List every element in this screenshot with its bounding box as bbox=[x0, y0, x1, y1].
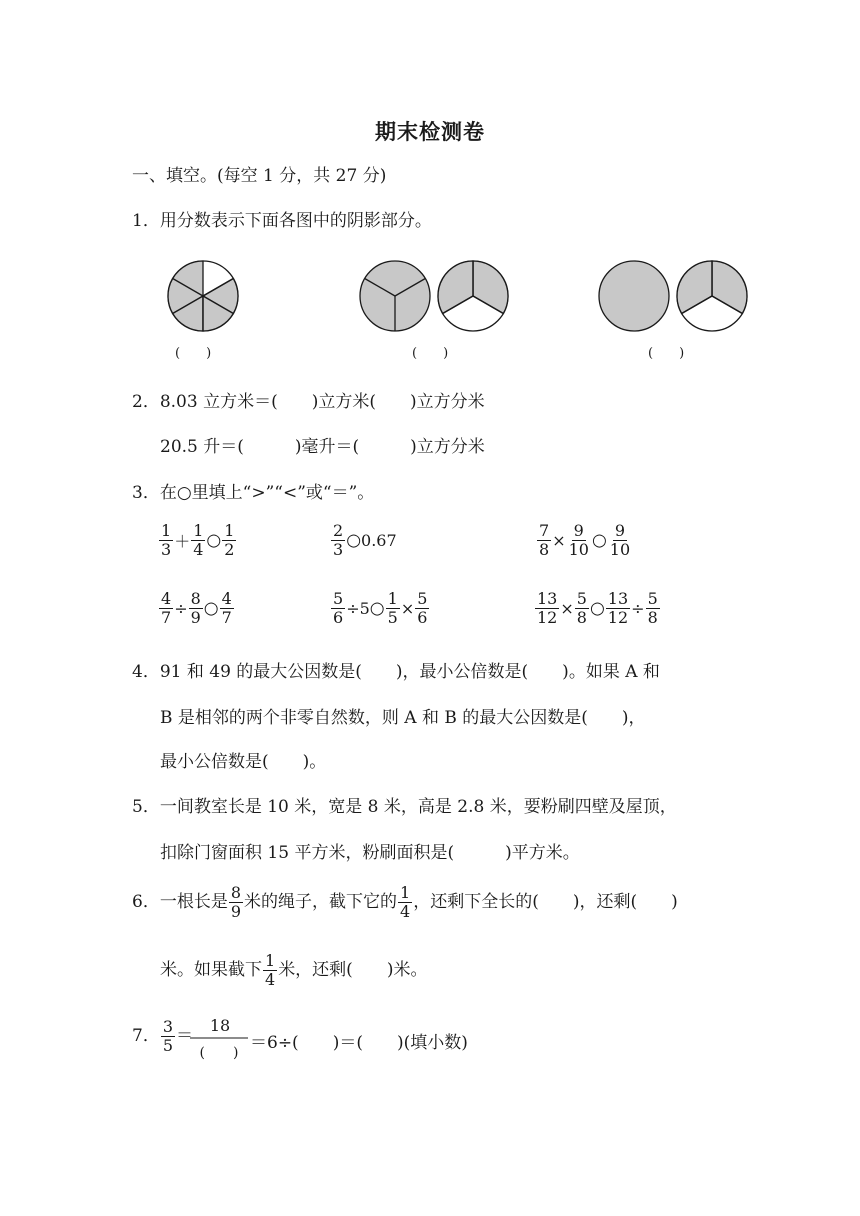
fraction: $\frac{3}{5}$ bbox=[162, 1017, 174, 1055]
fraction: $\frac{1}{4}$ bbox=[193, 521, 204, 559]
fraction: $\frac{5}{8}$ bbox=[576, 589, 587, 627]
compare-circle[interactable]: ○ bbox=[369, 598, 385, 619]
fraction: $\frac{1}{3}$ bbox=[161, 521, 172, 559]
question-1-text: 1．用分数表示下面各图中的阴影部分。 bbox=[132, 211, 432, 231]
fraction: $\frac{1}{2}$ bbox=[224, 521, 235, 559]
answer-blank-2[interactable]: ( ) bbox=[412, 346, 449, 361]
answer-blank-3[interactable]: ( ) bbox=[648, 346, 685, 361]
fraction: $\frac{8}{9}$ bbox=[230, 883, 242, 921]
pie-figure-2a bbox=[360, 261, 430, 331]
compare-circle[interactable]: ○ bbox=[591, 530, 607, 551]
compare-circle[interactable]: ○ bbox=[346, 530, 362, 551]
question-6-line-2: 米。如果截下 $\frac{1}{4}$ 米，还剩( )米。 bbox=[160, 951, 428, 989]
fraction: $\frac{5}{6}$ bbox=[417, 589, 428, 627]
question-4-line-3: 最小公倍数是( )。 bbox=[160, 752, 327, 772]
question-2-line-2: 20.5 升＝( )毫升＝( )立方分米 bbox=[160, 437, 485, 457]
fraction: $\frac{13}{12}$ bbox=[607, 589, 629, 627]
pie-figure-3a bbox=[599, 261, 669, 331]
fraction: $\frac{9}{10}$ bbox=[568, 521, 589, 559]
question-4-line-2: B 是相邻的两个非零自然数，则 A 和 B 的最大公因数是( )， bbox=[160, 708, 646, 728]
compare-expression-4: $\frac{4}{7}$ ÷ $\frac{8}{9}$ ○ $\frac{4}{7}$ bbox=[161, 589, 232, 627]
question-3-text: 3．在○里填上“>”“<”或“＝”。 bbox=[132, 483, 375, 503]
fraction: $\frac{9}{10}$ bbox=[609, 521, 631, 559]
q7-fraction-denominator[interactable]: ( ) bbox=[199, 1045, 239, 1061]
question-6-line-1: 6．一根长是 $\frac{8}{9}$ 米的绳子，截下它的 $\frac{1}{4}$ ，还剩下全长的( )，还剩( ) bbox=[132, 883, 678, 921]
fraction: $\frac{5}{6}$ bbox=[333, 589, 344, 627]
pie-figure-3b bbox=[677, 261, 747, 331]
compare-circle[interactable]: ○ bbox=[206, 530, 222, 551]
answer-blank-1[interactable]: ( ) bbox=[175, 346, 212, 361]
question-5-line-1: 5．一间教室长是 10 米，宽是 8 米，高是 2.8 米，要粉刷四壁及屋顶， bbox=[132, 797, 677, 817]
pie-figure-2b bbox=[438, 261, 508, 331]
fraction: $\frac{5}{8}$ bbox=[647, 589, 658, 627]
compare-circle[interactable]: ○ bbox=[589, 598, 605, 619]
fraction: $\frac{8}{9}$ bbox=[190, 589, 201, 627]
fraction: $\frac{1}{5}$ bbox=[387, 589, 398, 627]
fraction: $\frac{13}{12}$ bbox=[537, 589, 558, 627]
question-2-line-1: 2．8.03 立方米＝( )立方米( )立方分米 bbox=[132, 392, 485, 412]
question-5-line-2: 扣除门窗面积 15 平方米，粉刷面积是( )平方米。 bbox=[160, 843, 580, 863]
pie-figure-1 bbox=[168, 261, 238, 331]
fraction: $\frac{7}{8}$ bbox=[539, 521, 550, 559]
fraction: $\frac{1}{4}$ bbox=[265, 951, 276, 989]
compare-expression-2: $\frac{2}{3}$ ○0.67 bbox=[333, 521, 397, 559]
question-7-rest: ＝6÷( )＝( )(填小数) bbox=[250, 1033, 468, 1053]
compare-expression-1: $\frac{1}{3}$ ＋ $\frac{1}{4}$ ○ $\frac{1}{2}$ bbox=[161, 521, 235, 559]
question-4-line-1: 4．91 和 49 的最大公因数是( )，最小公倍数是( )。如果 A 和 bbox=[132, 662, 660, 682]
fraction: $\frac{4}{7}$ bbox=[221, 589, 232, 627]
page-title: 期末检测卷 bbox=[375, 120, 485, 144]
section-heading: 一、填空。(每空 1 分，共 27 分) bbox=[132, 166, 387, 186]
compare-expression-3: $\frac{7}{8}$ × $\frac{9}{10}$ ○ $\frac{9}{10}$ bbox=[539, 521, 631, 559]
q7-fraction-numerator: 18 bbox=[209, 1016, 231, 1035]
compare-circle[interactable]: ○ bbox=[203, 598, 219, 619]
compare-expression-6: $\frac{13}{12}$ × $\frac{5}{8}$ ○ $\frac{13}{12}$ ÷ $\frac{5}{8}$ bbox=[537, 589, 658, 627]
fraction: $\frac{4}{7}$ bbox=[161, 589, 172, 627]
fraction: $\frac{1}{4}$ bbox=[400, 883, 411, 921]
compare-expression-5: $\frac{5}{6}$ ÷5○ $\frac{1}{5}$ × $\frac{5}{6}$ bbox=[333, 589, 428, 627]
fraction: $\frac{2}{3}$ bbox=[333, 521, 344, 559]
question-7: 7． $\frac{3}{5}$ ＝ bbox=[132, 1017, 194, 1055]
